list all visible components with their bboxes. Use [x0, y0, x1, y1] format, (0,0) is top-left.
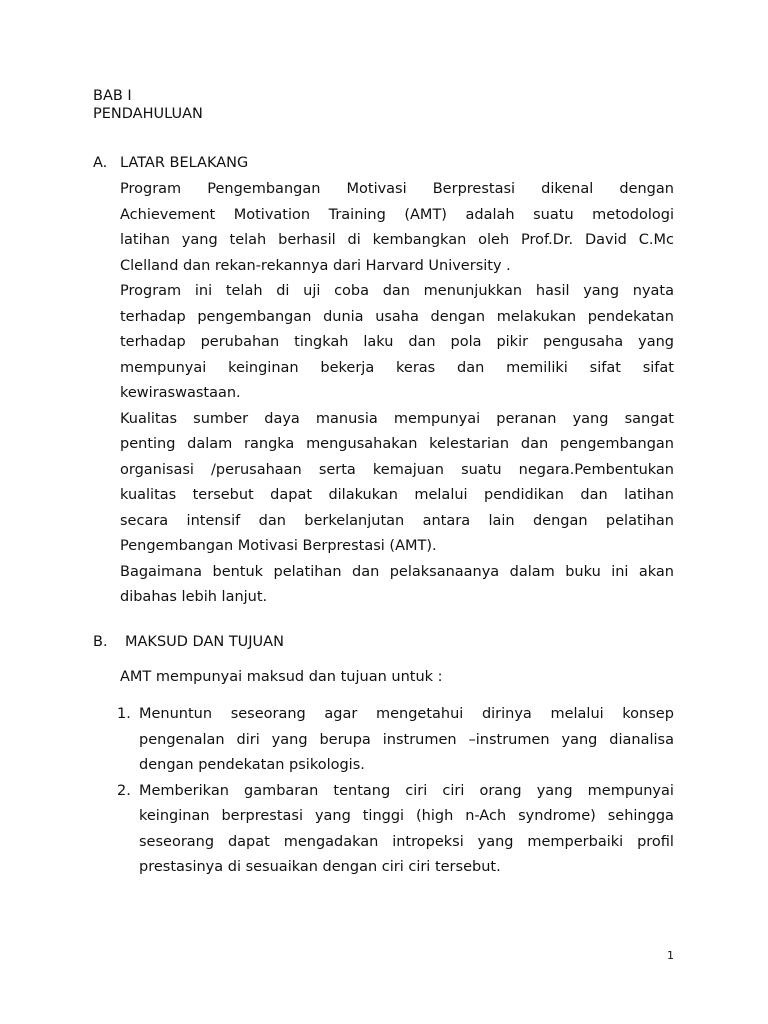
word: yang	[314, 808, 351, 824]
paragraph-1	[120, 177, 674, 279]
word: yang	[561, 731, 598, 748]
word: dunia	[323, 308, 364, 325]
word: daya	[264, 410, 300, 427]
word: telah	[225, 283, 263, 299]
word: intensif	[186, 512, 241, 529]
word: terhadap	[120, 308, 186, 325]
word: di	[347, 232, 361, 248]
list-item	[117, 702, 674, 779]
word: negara.Pembentukan	[518, 461, 674, 478]
word: Prof.Dr.	[521, 232, 574, 248]
word: pengembangan	[197, 308, 312, 325]
paragraph-line	[120, 407, 674, 433]
word: ciri	[442, 782, 465, 799]
word: n-Ach	[465, 808, 507, 824]
word: laku	[363, 334, 394, 350]
paragraph-line-last: dibahas lebih lanjut.	[120, 589, 268, 605]
word: tentang	[333, 782, 391, 799]
paragraph-3	[120, 407, 674, 560]
word: seseorang	[230, 706, 306, 722]
word: mengetahui	[375, 706, 464, 722]
list-item-line	[139, 779, 674, 805]
word: Program	[120, 181, 182, 197]
word: yang	[638, 334, 674, 350]
word: melakukan	[496, 308, 577, 325]
word: manusia	[315, 410, 378, 427]
word: Motivasi	[346, 181, 407, 197]
word: Menuntun	[139, 706, 213, 722]
word: keinginan	[139, 808, 210, 824]
chapter-title: PENDAHULUAN	[93, 106, 203, 122]
word: berprestasi	[221, 808, 304, 824]
paragraph-line	[120, 356, 674, 382]
chapter-label: BAB I	[93, 88, 132, 104]
word: pelatihan	[273, 563, 342, 580]
paragraph-line	[120, 509, 674, 535]
word: Training	[328, 206, 386, 223]
section-a-title: LATAR BELAKANG	[120, 155, 249, 171]
word: dan	[382, 283, 410, 299]
word: oleh	[478, 232, 510, 248]
word: yang	[181, 232, 218, 248]
word: dengan	[619, 181, 674, 197]
word: mempunyai	[587, 782, 674, 799]
word: Program	[120, 283, 182, 299]
paragraph-line	[120, 305, 674, 331]
word: sangat	[624, 410, 674, 427]
section-a-marker: A.	[93, 155, 108, 171]
word: pendidikan	[483, 487, 564, 503]
word: dilakukan	[328, 487, 398, 503]
word: dapat	[227, 833, 270, 850]
word: profil	[637, 833, 674, 850]
word: latihan	[120, 232, 170, 248]
word: menunjukkan	[423, 283, 523, 299]
word: dengan	[532, 512, 588, 529]
paragraph-line	[120, 177, 674, 203]
word: intropeksi	[392, 833, 464, 850]
paragraph-line	[120, 458, 674, 484]
word: dikenal	[541, 181, 594, 197]
paragraph-line	[120, 228, 674, 254]
list-item-number: 1.	[117, 706, 131, 722]
word: Memberikan	[139, 782, 229, 799]
word: organisasi	[120, 461, 194, 478]
page-number: 1	[667, 949, 674, 962]
word: bentuk	[212, 563, 264, 580]
word: konsep	[622, 706, 674, 722]
word: Bagaimana	[120, 563, 203, 580]
word: dan	[580, 487, 608, 503]
word: dianalisa	[609, 731, 674, 748]
list-item	[117, 779, 674, 881]
word: dirinya	[481, 706, 532, 722]
word: dalam	[187, 436, 233, 452]
word: diri	[236, 731, 260, 748]
word: pikir	[496, 334, 529, 350]
word: mempunyai	[120, 359, 207, 376]
word: agar	[324, 706, 358, 722]
word: seseorang	[139, 833, 215, 850]
word: perubahan	[200, 334, 280, 350]
word: yang	[271, 731, 308, 748]
word: latihan	[624, 487, 674, 503]
word: memperbaiki	[527, 833, 624, 850]
word: tingkah	[294, 334, 349, 350]
section-a-body	[120, 177, 674, 611]
word: lain	[488, 512, 515, 529]
word: dan	[520, 436, 549, 452]
list-item-line	[139, 830, 674, 856]
word: syndrome)	[518, 808, 596, 824]
word: memiliki	[506, 359, 568, 376]
word: melalui	[550, 706, 604, 722]
word: suatu	[533, 206, 574, 223]
word: gambaran	[243, 782, 319, 799]
word: metodologi	[592, 206, 674, 223]
word: sifat	[642, 359, 674, 376]
paragraph-4	[120, 560, 674, 611]
word: penting	[120, 436, 176, 452]
paragraph-line	[120, 330, 674, 356]
word: C.Mc	[638, 232, 674, 248]
paragraph-line-last: Clelland dan rekan-rekannya dari Harvard University .	[120, 257, 511, 274]
paragraph-line	[120, 432, 674, 458]
paragraph-line-last: Pengembangan Motivasi Berprestasi (AMT).	[120, 538, 437, 554]
word: tinggi	[362, 808, 405, 824]
word: yang	[583, 283, 620, 299]
list-item-line-last: dengan pendekatan psikologis.	[139, 757, 365, 773]
word: yang	[477, 833, 514, 850]
word: secara	[120, 512, 169, 529]
paragraph-line	[120, 279, 674, 305]
word: Kualitas	[120, 410, 178, 427]
word: dan	[457, 359, 485, 376]
section-a-heading	[93, 153, 249, 173]
word: pola	[450, 334, 482, 350]
word: yang	[536, 782, 573, 799]
list-item-number: 2.	[117, 782, 131, 799]
list-item-line-last: prestasinya di sesuaikan dengan ciri ciri tersebut.	[139, 859, 501, 875]
word: antara	[422, 512, 471, 529]
word: pengembangan	[559, 436, 674, 452]
word: (AMT)	[404, 206, 447, 223]
list-item-line	[139, 702, 674, 728]
word: pendekatan	[587, 308, 674, 325]
word: hasil	[535, 283, 570, 299]
section-b-list	[117, 702, 674, 881]
word: coba	[334, 283, 370, 299]
paragraph-line	[120, 203, 674, 229]
word: –instrumen	[468, 731, 550, 748]
word: ciri	[405, 782, 428, 799]
word: serta	[318, 461, 356, 478]
word: peranan	[496, 410, 557, 427]
word: suatu	[461, 461, 502, 478]
word: ini	[611, 563, 629, 580]
word: dapat	[270, 487, 313, 503]
word: sifat	[589, 359, 621, 376]
word: David	[585, 232, 627, 248]
word: melalui	[414, 487, 468, 503]
word: Pengembangan	[207, 181, 321, 197]
word: dan	[408, 334, 436, 350]
word: mengadakan	[283, 833, 379, 850]
paragraph-line-last: kewiraswastaan.	[120, 385, 241, 401]
word: kelestarian	[429, 436, 510, 452]
word: /perusahaan	[210, 461, 302, 478]
word: uji	[303, 283, 321, 299]
word: usaha	[375, 308, 419, 325]
section-b-marker: B.	[93, 634, 108, 650]
word: mengusahakan	[306, 436, 418, 452]
word: Achievement	[120, 206, 216, 223]
list-item-line	[139, 728, 674, 754]
word: rangka	[244, 436, 295, 452]
word: kemajuan	[372, 461, 444, 478]
word: berupa	[319, 731, 371, 748]
word: dan	[351, 563, 380, 580]
word: telah	[229, 232, 267, 248]
word: nyata	[632, 283, 674, 299]
word: dan	[258, 512, 286, 529]
section-b-heading	[93, 632, 284, 652]
section-b-intro: AMT mempunyai maksud dan tujuan untuk :	[120, 669, 443, 685]
word: sehingga	[607, 808, 674, 824]
paragraph-line	[120, 483, 674, 509]
word: buku	[565, 563, 601, 580]
word: kualitas	[120, 487, 177, 503]
paragraph-2	[120, 279, 674, 407]
word: dengan	[430, 308, 486, 325]
word: pelatihan	[605, 512, 674, 529]
word: pengenalan	[139, 731, 225, 748]
word: Berprestasi	[432, 181, 516, 197]
word: sumber	[193, 410, 249, 427]
word: keinginan	[228, 359, 299, 376]
word: (high	[416, 808, 454, 824]
word: dalam	[509, 563, 555, 580]
section-b-title: MAKSUD DAN TUJUAN	[125, 634, 284, 650]
word: ini	[194, 283, 213, 299]
word: terhadap	[120, 334, 186, 350]
word: bekerja	[320, 359, 375, 376]
word: berhasil	[278, 232, 336, 248]
word: kembangkan	[372, 232, 467, 248]
word: akan	[638, 563, 674, 580]
paragraph-line	[120, 560, 674, 586]
list-item-line	[139, 804, 674, 830]
word: keras	[396, 359, 436, 376]
word: berkelanjutan	[304, 512, 405, 529]
word: tersebut	[192, 487, 254, 503]
word: Motivation	[233, 206, 311, 223]
word: orang	[479, 782, 522, 799]
word: pelaksanaanya	[389, 563, 500, 580]
word: di	[276, 283, 290, 299]
word: mempunyai	[393, 410, 481, 427]
word: instrumen	[382, 731, 457, 748]
word: adalah	[465, 206, 515, 223]
word: pengusaha	[542, 334, 624, 350]
word: yang	[572, 410, 609, 427]
